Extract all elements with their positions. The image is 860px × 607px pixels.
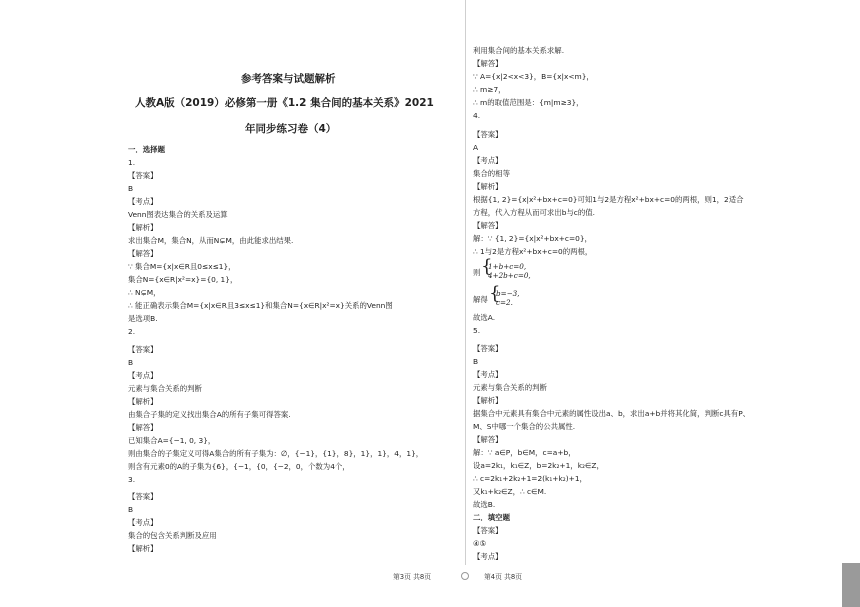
question-number: 2. [128,327,136,336]
analysis-text: 方程，代入方程从而可求出b与c的值. [473,208,595,217]
answer-value: B [128,358,134,367]
solution-line: 解：∵ {1, 2}={x|x²+bx+c=0}， [473,234,592,243]
knowledge-point-label: 【考点】 [128,518,158,527]
solution-line: ∴ 能正确表示集合M={x|x∈R且3≤x≤1}和集合N={x∈R|x²=x}关系的Venn图 [128,301,393,310]
equation-system [473,256,593,284]
answer-label: 【答案】 [473,526,503,535]
page-separator-icon [461,572,469,580]
knowledge-point: 元素与集合关系的判断 [128,384,202,393]
solution-line: 已知集合A={−1, 0, 3}， [128,436,216,445]
scrollbar-thumb[interactable] [842,563,860,607]
solution-line: ∴ 1与2是方程x²+bx+c=0的两根， [473,247,593,256]
knowledge-point-label: 【考点】 [128,197,158,206]
knowledge-point-label: 【考点】 [473,552,503,561]
equation-system [473,283,593,311]
solution-label: 【解答】 [473,221,503,230]
circled-number: ⑤ [479,539,487,548]
solution-line: 又k₁+k₂∈Z，∴ c∈M. [473,487,547,496]
solution-line: 则由集合的子集定义可得A集合的所有子集为：∅，{−1}，{1}，8}，1}，1}，4，1}， [128,449,424,458]
question-number: 4. [473,111,481,120]
solution-line: ∴ N⊊M， [128,288,161,297]
answer-title: 参考答案与试题解析 [241,73,336,85]
solution-label: 【解答】 [128,423,158,432]
equation-prefix: 解得 [473,295,488,304]
solution-line: 集合N={x∈R|x²=x}={0, 1}， [128,275,238,284]
solution-label: 【解答】 [473,59,503,68]
circled-number: ④ [473,539,480,548]
analysis-text: 根据{1, 2}={x|x²+bx+c=0}可知1与2是方程x²+bx+c=0的两根，则1，2适合 [473,195,744,204]
solution-line: 解：∵ a∈P，b∈M，c=a+b， [473,448,576,457]
solution-label: 【解答】 [128,249,158,258]
answer-label: 【答案】 [128,171,158,180]
exam-title-line2: 年同步练习卷（4） [245,123,337,135]
solution-line: ∴ c=2k₁+2k₂+1=2(k₁+k₂)+1， [473,474,587,483]
solution-line: 故选B. [473,500,496,509]
analysis-text: 由集合子集的定义找出集合A的所有子集可得答案. [128,410,291,419]
answer-value: A [473,143,479,152]
brace-icon: { [481,256,493,277]
equation-line: 4+2b+c=0, [488,271,531,280]
answer-value: B [473,357,479,366]
exam-title-line1: 人教A版（2019）必修第一册《1.2 集合间的基本关系》2021 [135,97,434,109]
analysis-label: 【解析】 [473,396,503,405]
answer-label: 【答案】 [128,345,158,354]
knowledge-point-label: 【考点】 [128,371,158,380]
solution-line: 则含有元素0的A的子集为{6}，{−1，{0，{−2，0，个数为4个， [128,462,350,471]
knowledge-point: 元素与集合关系的判断 [473,383,547,392]
section-heading-fill: 二．填空题 [473,513,510,522]
analysis-label: 【解析】 [128,397,158,406]
brace-icon: { [489,283,501,304]
column-divider [465,0,466,565]
equation-line: b=−3, [496,289,520,298]
equation-line: c=2. [496,298,513,307]
answer-value: B [128,184,134,193]
page-number-left: 第3页 共8页 [393,573,431,581]
answer-label: 【答案】 [128,492,158,501]
page-number-right: 第4页 共8页 [484,573,522,581]
solution-line: 故选A. [473,313,496,322]
answer-label: 【答案】 [473,344,503,353]
answer-value [473,539,486,549]
analysis-label: 【解析】 [128,544,158,553]
analysis-label: 【解析】 [128,223,158,232]
knowledge-point-label: 【考点】 [473,156,503,165]
analysis-label: 【解析】 [473,182,503,191]
equation-prefix: 则 [473,268,481,277]
solution-line: ∵ A={x|2<x<3}，B={x|x<m}， [473,72,594,81]
knowledge-point: 集合的相等 [473,169,510,178]
question-number: 3. [128,475,136,484]
analysis-text: 利用集合间的基本关系求解. [473,46,565,55]
analysis-text: M、S中哪一个集合的公共属性. [473,422,576,431]
solution-line: 是选项B. [128,314,158,323]
solution-label: 【解答】 [473,435,503,444]
solution-line: ∴ m≥7， [473,85,506,94]
solution-line: 设a=2k₁，k₁∈Z，b=2k₂+1，k₂∈Z， [473,461,604,470]
answer-label: 【答案】 [473,130,503,139]
knowledge-point: Venn图表达集合的关系及运算 [128,210,228,219]
solution-line: ∵ 集合M={x|x∈R且0≤x≤1}， [128,262,236,271]
knowledge-point: 集合的包含关系判断及应用 [128,531,217,540]
section-heading-choice: 一．选择题 [128,145,165,154]
analysis-text: 求出集合M，集合N，从而N⊊M，由此能求出结果. [128,236,294,245]
analysis-text: 据集合中元素具有集合中元素的属性设出a、b，求出a+b并将其化简，判断c具有P、 [473,409,751,418]
answer-value: B [128,505,134,514]
question-number: 1. [128,158,136,167]
equation-line: 1+b+c=0, [488,262,527,271]
solution-line: ∴ m的取值范围是：{m|m≥3}， [473,98,584,107]
question-number: 5. [473,326,481,335]
knowledge-point-label: 【考点】 [473,370,503,379]
